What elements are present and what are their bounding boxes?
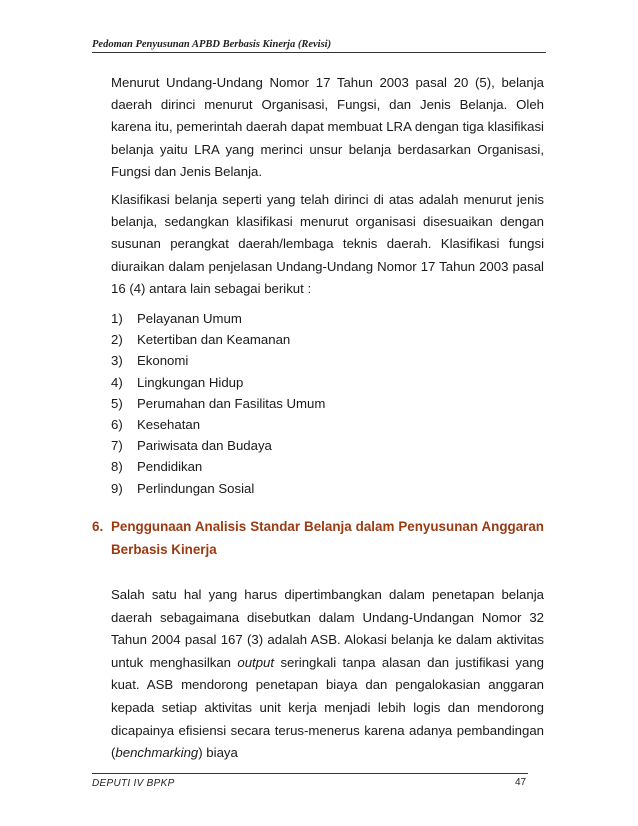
list-item <box>111 308 544 329</box>
footer-organization: DEPUTI IV BPKP <box>92 778 175 789</box>
running-header: Pedoman Penyusunan APBD Berbasis Kinerja (Revisi) <box>92 39 332 50</box>
list-item <box>111 456 544 477</box>
term-output: output <box>237 654 275 670</box>
list-item-text: Perlindungan Sosial <box>137 480 255 496</box>
footer-divider <box>92 773 528 774</box>
list-item-number: 1) <box>111 311 123 327</box>
list-item-number: 3) <box>111 353 123 369</box>
list-item-text: Kesehatan <box>137 416 201 432</box>
list-item <box>111 329 544 350</box>
list-item <box>111 350 544 371</box>
list-item <box>111 372 544 393</box>
header-divider <box>92 52 546 53</box>
list-item-number: 6) <box>111 416 123 432</box>
section-number: 6. <box>92 519 104 534</box>
list-item-text: Pariwisata dan Budaya <box>137 438 272 454</box>
list-item-number: 2) <box>111 332 123 348</box>
page-number: 47 <box>515 777 527 788</box>
paragraph-1: Menurut Undang-Undang Nomor 17 Tahun 2003 pasal 20 (5), belanja daerah dirinci menurut Organisasi, Fungsi, dan Jenis Belanja. Oleh karena itu, pemerintah daerah dapat membuat LRA dengan tiga klasifikasi belanja yaitu LRA yang merinci unsur belanja berdasarkan Organisasi, Fungsi dan Jenis Belanja. <box>111 75 544 179</box>
list-item-number: 5) <box>111 395 123 411</box>
list-item <box>111 414 544 435</box>
list-item-text: Perumahan dan Fasilitas Umum <box>137 395 326 411</box>
section-paragraph-text-2: seringkali tanpa alasan dan justifikasi yang kuat. ASB mendorong penetapan biaya dan pengalokasian anggaran kepada setiap aktivitas unit kerja menjadi lebih logis dan mendorong dicapainya efisiensi secara terus-menerus karena adanya pembandingan ( <box>111 654 544 761</box>
paragraph-2: Klasifikasi belanja seperti yang telah dirinci di atas adalah menurut jenis belanja, sedangkan klasifikasi menurut organisasi disesuaikan dengan susunan perangkat daerah/lembaga teknis daerah. Klasifikasi fungsi diuraikan dalam penjelasan Undang-Undang Nomor 17 Tahun 2003 pasal 16 (4) antara lain sebagai berikut : <box>111 192 544 296</box>
section-paragraph <box>111 584 544 765</box>
list-item-number: 8) <box>111 459 123 475</box>
list-item <box>111 435 544 456</box>
function-classification-list <box>111 308 544 499</box>
body-text <box>111 72 544 499</box>
list-item-text: Lingkungan Hidup <box>137 374 244 390</box>
list-item-text: Ekonomi <box>137 353 189 369</box>
section-heading <box>92 516 544 561</box>
list-item-number: 9) <box>111 480 123 496</box>
list-item <box>111 478 544 499</box>
list-item-text: Pelayanan Umum <box>137 311 242 327</box>
section-title: Penggunaan Analisis Standar Belanja dalam Penyusunan Anggaran Berbasis Kinerja <box>111 519 544 557</box>
section-paragraph-text-1: Salah satu hal yang harus dipertimbangkan dalam penetapan belanja daerah sebagaimana disebutkan dalam Undang-Undangan Nomor 32 Tahun 2004 pasal 167 (3) adalah ASB. Alokasi belanja ke dalam aktivitas untuk menghasilkan <box>111 587 544 670</box>
list-item-text: Ketertiban dan Keamanan <box>137 332 291 348</box>
list-item-text: Pendidikan <box>137 459 203 475</box>
list-item-number: 4) <box>111 374 123 390</box>
list-item <box>111 393 544 414</box>
section-paragraph-text-3: ) biaya <box>198 745 238 761</box>
term-benchmarking: benchmarking <box>115 745 199 761</box>
list-item-number: 7) <box>111 438 123 454</box>
